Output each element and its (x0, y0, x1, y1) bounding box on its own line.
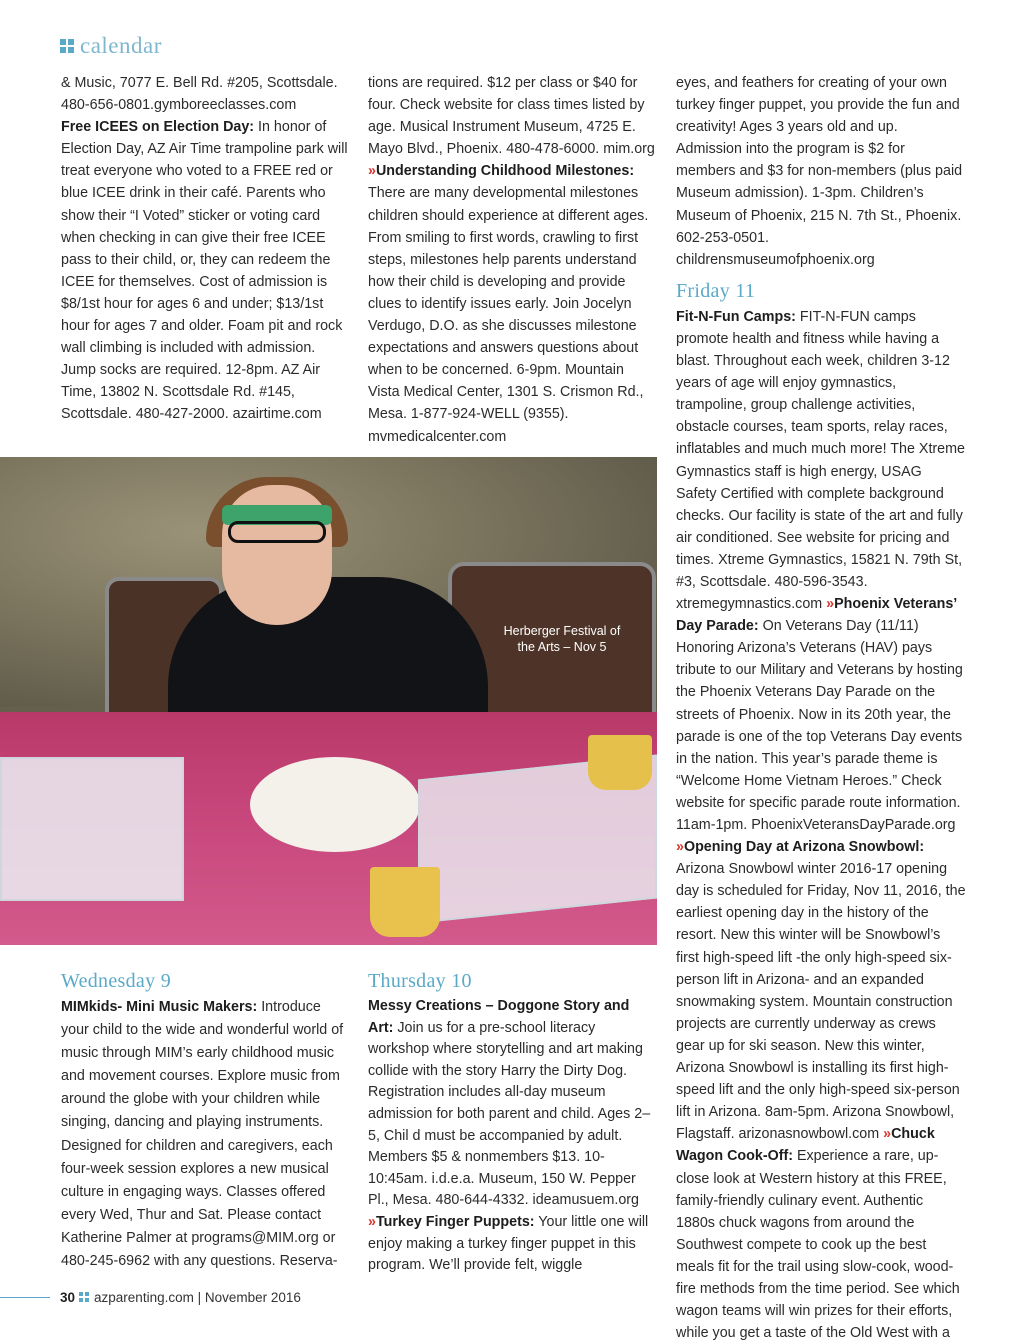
glasses (228, 521, 326, 543)
section-header (60, 33, 162, 59)
marker-icon: » (826, 596, 835, 613)
event-body: In honor of Election Day, AZ Air Time trampoline park will treat everyone who voted to a FREE red or blue ICEE drink in their café. Parents who show their “I Voted” sticker or voting card when checking in can give their free ICEE pass to their child, or, they can redeem the ICEE for themselves. Cost of admission is $8/1st hour for ages 6 and under; $13/1st hour for ages 7 and older. Foam pit and rock wall climbing is included with admission. Jump socks are required. 12-8pm. AZ Air Time, 13802 N. Scottsdale Rd. #145, Scottsdale. 480-427-2000. azairtime.com (61, 119, 348, 423)
paragraph: & Music, 7077 E. Bell Rd. #205, Scottsdale. 480-656-0801.gymboreeclasses.com (61, 75, 338, 114)
event-title: Understanding Childhood Milestones: (375, 163, 635, 180)
section-title: calendar (80, 33, 162, 58)
column-3 (676, 72, 966, 1344)
day-heading: Friday 11 (676, 279, 756, 302)
festival-photo (0, 457, 657, 945)
event-body: Introduce your child to the wide and wonderful world of music through MIM’s early childhood music and movement courses. Explore music from around the globe with your children while singing, dancing and playing instruments. Designed for children and caregivers, each four-week session explores a new musical culture in engaging ways. Classes offered every Wed, Thur and Sat. Please contact Katherine Palmer at programs@MIM.org or 480-245-6962 with any questions. Reserva- (61, 999, 344, 1270)
grid-dots-icon (79, 1292, 89, 1302)
marker-icon: » (883, 1126, 892, 1143)
marker-bin (0, 757, 184, 901)
day-heading: Thursday 10 (368, 970, 472, 992)
event-title: Opening Day at Arizona Snowbowl: (683, 839, 925, 856)
footer-rule (0, 1297, 50, 1298)
event-title: Free ICEES on Election Day: (61, 119, 255, 136)
footer-text: azparenting.com | November 2016 (94, 1289, 301, 1305)
event-free-icees (61, 116, 351, 425)
event-title: Phoenix Veterans’ Day Parade: (676, 596, 957, 635)
day-heading: Wednesday 9 (61, 970, 171, 992)
event-list-thursday: Messy Creations – Doggone Story and Art: Join us for a pre-school literacy workshop where storytelling and art making collide with the story Harry the Dirty Dog. Registration includes all-day museum admission for both parent and child. Ages 2–5, Chil d must be accompanied by adult. Members $5 & nonmembers $13. 10-10:45am. i.d.e.a. Museum, 150 W. Pepper Pl., Mesa. 480-644-4332. ideamusuem.org »Turkey Finger Puppets: Your little one will enjoy making a turkey finger puppet in this program. We’ll provide felt, wiggle (368, 998, 651, 1274)
event-body: There are many developmental milestones children should experience at different ages. From smiling to first words, crawling to first steps, milestones help parents understand how their child is developing and provide clues to identify issues early. Join Jocelyn Verdugo, D.O. as she discusses milestone expectations and answers questions about when to be concerned. 6-9pm. Mountain Vista Medical Center, 1301 S. Crismon Rd., Mesa. 1-877-924-WELL (9355). mvmedicalcenter.com (368, 185, 649, 445)
marker-icon: » (368, 1213, 376, 1230)
event-title: Turkey Finger Puppets: (375, 1213, 535, 1230)
column-1 (61, 72, 351, 426)
event-milestones (368, 160, 658, 447)
page-footer (0, 1289, 400, 1305)
event-title: Fit-N-Fun Camps: (676, 308, 796, 325)
paragraph: eyes, and feathers for creating of your own turkey finger puppet, you provide the fun and creativity! Ages 3 years old and up. Admission into the program is $2 for members and $3 for non-members (plus paid Museum admission). 1-3pm. Children’s Museum of Phoenix, 215 N. 7th St., Phoenix. 602-253-0501. childrensmuseumofphoenix.org (676, 75, 963, 268)
event-title: Messy Creations – Doggone Story and Art: (368, 998, 630, 1036)
marker-icon: » (676, 839, 684, 856)
page-number: 30 (60, 1289, 76, 1305)
column-2 (368, 72, 658, 448)
event-mimkids (61, 996, 351, 1273)
event-list-friday: Fit-N-Fun Camps: FIT-N-FUN camps promote health and fitness while having a blast. Throughout each week, children 3-12 years of age will enjoy gymnastics, trampoline, group challenge activities, obstacle courses, team sports, relay races, inflatables and much much more! The Xtreme Gymnastics staff is high energy, USAG Safety Certified with complete background checks. Our facility is state of the art and fully air conditioned. See website for pricing and times. Xtreme Gymnastics, 15821 N. 79th St, #3, Scottsdale. 480-596-3543. xtremegymnastics.com »Phoenix Veterans’ Day Parade: On Veterans Day (11/11) Honoring Arizona’s Veterans (HAV) pays tribute to our Military and Veterans by hosting the Phoenix Veterans Day Parade on the streets of Phoenix. Now in its 20th year, the parade is one of the top Veterans Day events in the nation. This year’s parade theme is “Welcome Home Vietnam Heroes.” Check website for specific parade route information. 11am-1pm. PhoenixVeteransDayParade.org »Opening Day at Arizona Snowbowl: Arizona Snowbowl winter 2016-17 opening day is scheduled for Friday, Nov 11, 2016, the earliest opening day in the history of the resort. New this winter will be Snowbowl’s first high-speed lift -the only high-speed six-person lift in Arizona- and an expanded snowmaking system. Mountain construction projects are currently underway as crews gear up for ski season. New this winter, Arizona Snowbowl is installing its first high-speed lift and the only high-speed six-person lift in Arizona. 8am-5pm. Arizona Snowbowl, Flagstaff. arizonasnowbowl.com »Chuck Wagon Cook-Off: Experience a rare, up-close look at Western history at this FREE, family-friendly culinary event. Authentic 1880s chuck wagons from around the Southwest compete to cook up the best meals fit for the trail using slow-cook, wood-fire methods from the time period. See which wagon teams will win prizes for their efforts, while you get a taste of the Old West with a (676, 308, 966, 1342)
column-wednesday (61, 968, 351, 1273)
crayon-cup (588, 735, 652, 790)
column-thursday (368, 968, 658, 1277)
paper-plate (250, 757, 420, 852)
grid-dots-icon (60, 39, 74, 53)
crayon-cup (370, 867, 440, 937)
paragraph: tions are required. $12 per class or $40 for four. Check website for class times listed by age. Musical Instrument Museum, 4725 E. Mayo Blvd., Phoenix. 480-478-6000. mim.org (368, 75, 655, 158)
photo-caption: Herberger Festival of the Arts – Nov 5 (503, 624, 621, 654)
marker-icon: » (368, 163, 376, 180)
event-title: Chuck Wagon Cook-Off: (676, 1126, 935, 1165)
event-title: MIMkids- Mini Music Makers: (61, 999, 258, 1015)
